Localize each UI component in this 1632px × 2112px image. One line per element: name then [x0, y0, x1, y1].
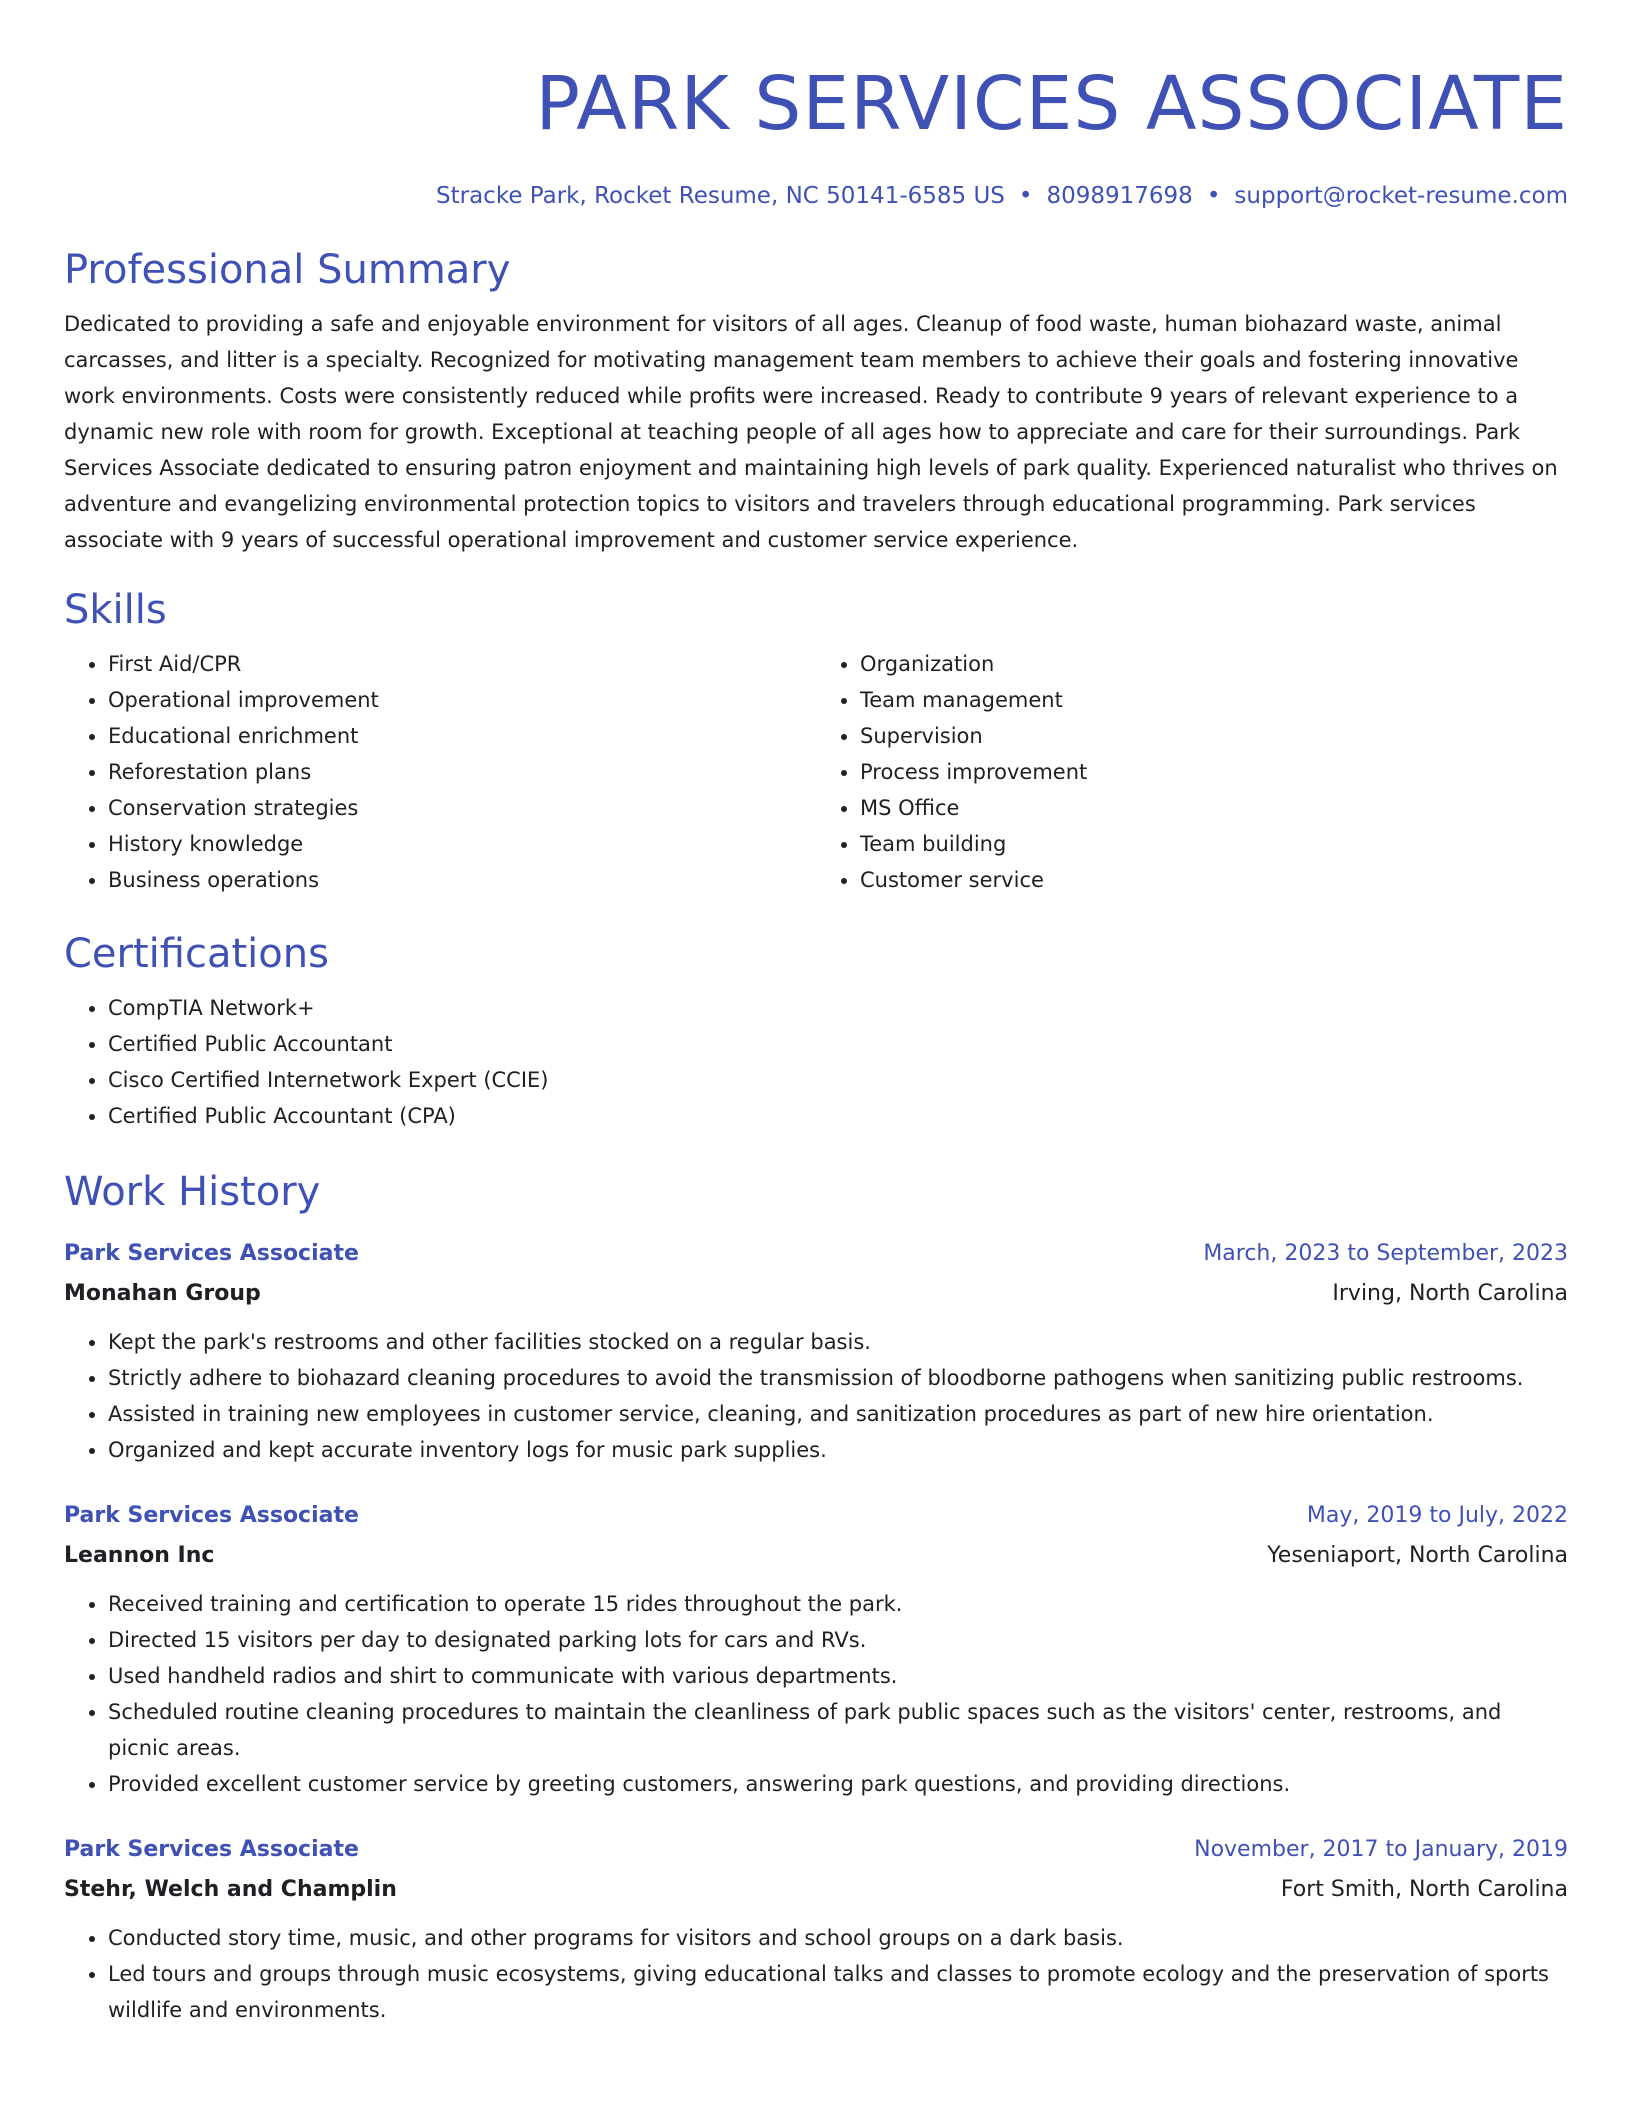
- certifications-heading: Certifications: [64, 931, 329, 977]
- job-duty-item: • Kept the park's restrooms and other facilities stocked on a regular basis.: [108, 1324, 1568, 1360]
- skill-item: • Team management: [860, 682, 1568, 718]
- job-duty-item: • Assisted in training new employees in customer service, cleaning, and sanitization procedures as part of new hire orientation.: [108, 1396, 1568, 1432]
- job-location: Fort Smith, North Carolina: [1280, 1877, 1568, 1902]
- job-dates: May, 2019 to July, 2022: [1306, 1503, 1568, 1528]
- contact-phone: 8098917698: [1046, 183, 1193, 209]
- skill-item: • Educational enrichment: [108, 718, 816, 754]
- job-entry: [64, 1830, 1568, 2028]
- job-location: Yeseniaport, North Carolina: [1267, 1543, 1568, 1568]
- job-company: Leannon Inc: [64, 1543, 215, 1568]
- job-title: Park Services Associate: [64, 1241, 359, 1266]
- contact-line: [64, 180, 1568, 212]
- skills-columns: [64, 646, 1568, 898]
- job-duties-list: [64, 1324, 1568, 1468]
- skills-list-left: [64, 646, 816, 898]
- certifications-list: [64, 990, 1568, 1134]
- job-title: Park Services Associate: [64, 1503, 359, 1528]
- job-dates: March, 2023 to September, 2023: [1203, 1241, 1568, 1266]
- job-dates: November, 2017 to January, 2019: [1194, 1837, 1568, 1862]
- skill-item: • Team building: [860, 826, 1568, 862]
- certification-item: • Cisco Certified Internetwork Expert (CCIE): [108, 1062, 1568, 1098]
- skill-item: • First Aid/CPR: [108, 646, 816, 682]
- skills-list-right: [816, 646, 1568, 898]
- skill-item: • Business operations: [108, 862, 816, 898]
- contact-separator: •: [1018, 183, 1033, 209]
- job-duty-item: • Scheduled routine cleaning procedures to maintain the cleanliness of park public spaces such as the visitors' center, restrooms, and picnic areas.: [108, 1694, 1568, 1766]
- certification-item: • Certified Public Accountant (CPA): [108, 1098, 1568, 1134]
- job-duty-item: • Directed 15 visitors per day to designated parking lots for cars and RVs.: [108, 1622, 1568, 1658]
- skill-item: • Organization: [860, 646, 1568, 682]
- summary-text: Dedicated to providing a safe and enjoyable environment for visitors of all ages. Cleanup of food waste, human biohazard waste, animal carcasses, and litter is a specialty. Recognized for motivating management team members to achieve their goals and fostering innovative work environments. Costs were consistently reduced while profits were increased. Ready to contribute 9 years of relevant experience to a dynamic new role with room for growth. Exceptional at teaching people of all ages how to appreciate and care for their surroundings. Park Services Associate dedicated to ensuring patron enjoyment and maintaining high levels of park quality. Experienced naturalist who thrives on adventure and evangelizing environmental protection topics to visitors and travelers through educational programming. Park services associate with 9 years of successful operational improvement and customer service experience.: [64, 312, 1558, 552]
- skill-item: • MS Office: [860, 790, 1568, 826]
- skill-item: • Customer service: [860, 862, 1568, 898]
- resume-name-heading: PARK SERVICES ASSOCIATE: [535, 61, 1568, 147]
- skills-heading: Skills: [64, 587, 167, 633]
- certification-item: • CompTIA Network+: [108, 990, 1568, 1026]
- summary-heading: Professional Summary: [64, 247, 511, 293]
- job-duty-item: • Led tours and groups through music ecosystems, giving educational talks and classes to promote ecology and the preservation of sports wildlife and environments.: [108, 1956, 1568, 2028]
- skill-item: • Reforestation plans: [108, 754, 816, 790]
- job-company: Monahan Group: [64, 1281, 261, 1306]
- job-entry: [64, 1496, 1568, 1802]
- job-duties-list: [64, 1586, 1568, 1802]
- certification-item: • Certified Public Accountant: [108, 1026, 1568, 1062]
- job-duties-list: [64, 1920, 1568, 2028]
- job-duty-item: • Organized and kept accurate inventory logs for music park supplies.: [108, 1432, 1568, 1468]
- skill-item: • Supervision: [860, 718, 1568, 754]
- work-history-heading: Work History: [64, 1169, 321, 1215]
- job-title: Park Services Associate: [64, 1837, 359, 1862]
- job-title-row: [64, 1496, 1568, 1536]
- job-title-row: [64, 1830, 1568, 1870]
- job-company-row: [64, 1870, 1568, 1910]
- skill-item: • Operational improvement: [108, 682, 816, 718]
- job-duty-item: • Used handheld radios and shirt to communicate with various departments.: [108, 1658, 1568, 1694]
- job-duty-item: • Strictly adhere to biohazard cleaning procedures to avoid the transmission of bloodborne pathogens when sanitizing public restrooms.: [108, 1360, 1568, 1396]
- job-entry: [64, 1234, 1568, 1468]
- job-title-row: [64, 1234, 1568, 1274]
- job-company-row: [64, 1274, 1568, 1314]
- skill-item: • History knowledge: [108, 826, 816, 862]
- job-company: Stehr, Welch and Champlin: [64, 1877, 397, 1902]
- skill-item: • Conservation strategies: [108, 790, 816, 826]
- job-location: Irving, North Carolina: [1332, 1281, 1568, 1306]
- contact-separator: •: [1206, 183, 1221, 209]
- job-duty-item: • Provided excellent customer service by greeting customers, answering park questions, and providing directions.: [108, 1766, 1568, 1802]
- contact-email: support@rocket-resume.com: [1234, 183, 1568, 209]
- job-duty-item: • Conducted story time, music, and other programs for visitors and school groups on a dark basis.: [108, 1920, 1568, 1956]
- job-duty-item: • Received training and certification to operate 15 rides throughout the park.: [108, 1586, 1568, 1622]
- contact-address: Stracke Park, Rocket Resume, NC 50141-6585 US: [436, 183, 1005, 209]
- skill-item: • Process improvement: [860, 754, 1568, 790]
- job-company-row: [64, 1536, 1568, 1576]
